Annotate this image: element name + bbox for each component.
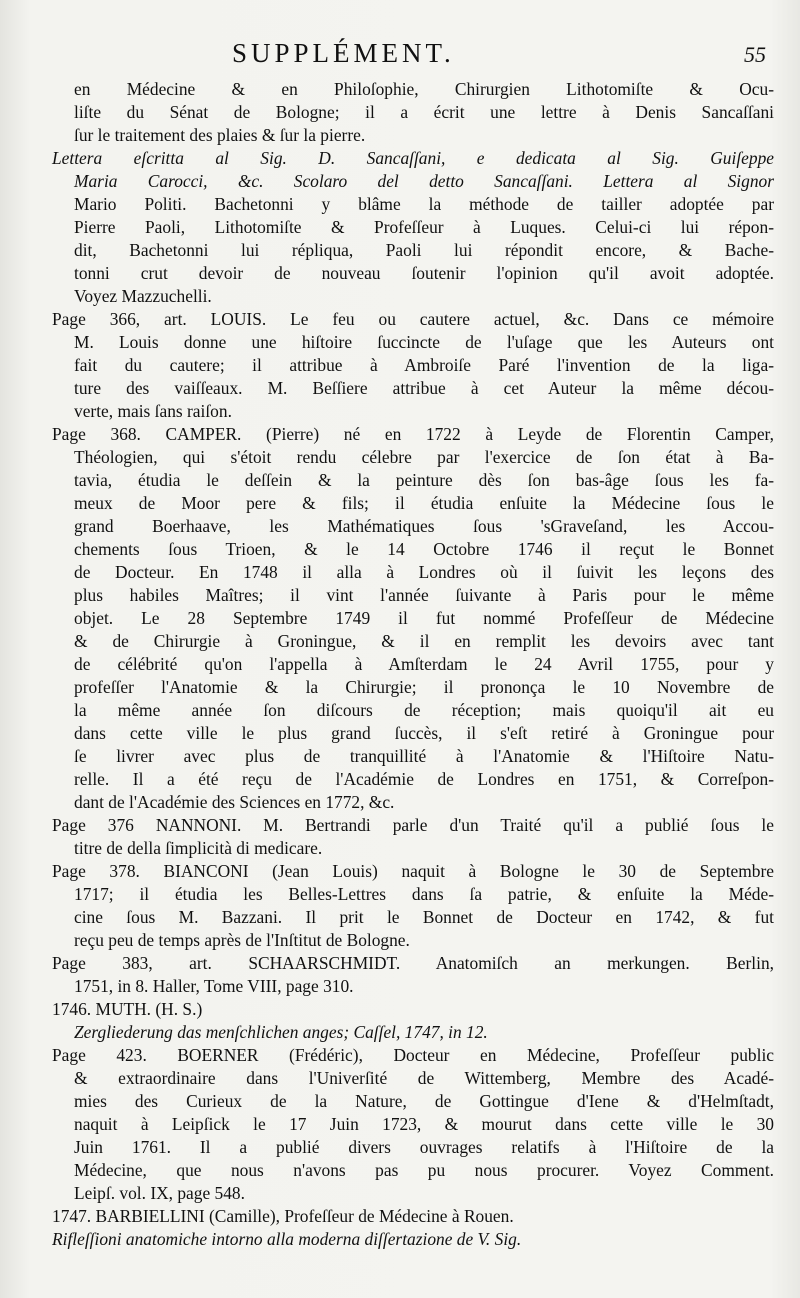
text-line: tavia, étudia le deſſein & la peinture dès ſon bas-âge ſous les fa-: [74, 470, 774, 490]
text-line: 1747. BARBIELLINI (Camille), Profeſſeur de Médecine à Rouen.: [52, 1206, 514, 1226]
text-line: liſte du Sénat de Bologne; il a écrit une lettre à Denis Sancaſſani: [74, 102, 774, 122]
text-line: Pierre Paoli, Lithotomiſte & Profeſſeur à Luques. Celui-ci lui répon-: [74, 217, 774, 237]
text-line: Page 378. BIANCONI (Jean Louis) naquit à Bologne le 30 de Septembre: [52, 861, 774, 881]
text-line: plus habiles Maîtres; il vint l'année ſuivante à Paris pour le même: [74, 585, 774, 605]
text-line: Lettera eſcritta al Sig. D. Sancaſſani, e dedicata al Sig. Guiſeppe: [52, 148, 774, 168]
text-line: titre de della ſimplicità di medicare.: [74, 838, 323, 858]
text-line: 1717; il étudia les Belles-Lettres dans ſa patrie, & enſuite la Méde-: [74, 884, 774, 904]
text-line: & de Chirurgie à Groningue, & il en remplit les devoirs avec tant: [74, 631, 774, 651]
text-line: Page 368. CAMPER. (Pierre) né en 1722 à Leyde de Florentin Camper,: [52, 424, 774, 444]
text-line: mies des Curieux de la Nature, de Gottingue d'Iene & d'Helmſtadt,: [74, 1091, 774, 1111]
body-text: [52, 78, 774, 1251]
text-line: naquit à Leipſick le 17 Juin 1723, & mourut dans cette ville le 30: [74, 1114, 774, 1134]
text-line: Page 366, art. LOUIS. Le feu ou cautere actuel, &c. Dans ce mémoire: [52, 309, 774, 329]
text-line: 1751, in 8. Haller, Tome VIII, page 310.: [74, 976, 354, 996]
text-line: de Docteur. En 1748 il alla à Londres où il ſuivit les leçons des: [74, 562, 774, 582]
text-line: Juin 1761. Il a publié divers ouvrages relatifs à l'Hiſtoire de la: [74, 1137, 774, 1157]
text-line: Voyez Mazzuchelli.: [74, 286, 212, 306]
text-line: Rifleſſioni anatomiche intorno alla moderna diſſertazione de V. Sig.: [52, 1229, 522, 1249]
text-line: tonni crut devoir de nouveau ſoutenir l'opinion qu'il avoit adoptée.: [74, 263, 774, 283]
text-line: & extraordinaire dans l'Univerſité de Wittemberg, Membre des Acadé-: [74, 1068, 774, 1088]
text-line: Zergliederung das menſchlichen anges; Caſſel, 1747, in 12.: [74, 1022, 488, 1042]
text-line: reçu peu de temps après de l'Inſtitut de Bologne.: [74, 930, 410, 950]
text-line: relle. Il a été reçu de l'Académie de Londres en 1751, & Correſpon-: [74, 769, 774, 789]
text-line: Médecine, que nous n'avons pas pu nous procurer. Voyez Comment.: [74, 1160, 774, 1180]
text-line: Maria Carocci, &c. Scolaro del detto Sancaſſani. Lettera al Signor: [74, 171, 774, 191]
text-line: Page 376 NANNONI. M. Bertrandi parle d'un Traité qu'il a publié ſous le: [52, 815, 774, 835]
text-line: la même année ſon diſcours de réception; mais quoiqu'il ait eu: [74, 700, 774, 720]
text-line: en Médecine & en Philoſophie, Chirurgien Lithotomiſte & Ocu-: [74, 79, 774, 99]
text-line: M. Louis donne une hiſtoire ſuccincte de l'uſage que les Auteurs ont: [74, 332, 774, 352]
text-line: ſe livrer avec plus de tranquillité à l'Anatomie & l'Hiſtoire Natu-: [74, 746, 774, 766]
text-line: fait du cautere; il attribue à Ambroiſe Paré l'invention de la liga-: [74, 355, 774, 375]
text-line: Théologien, qui s'étoit rendu célebre par l'exercice de ſon état à Ba-: [74, 447, 774, 467]
text-line: ture des vaiſſeaux. M. Beſſiere attribue à cet Auteur la même décou-: [74, 378, 774, 398]
text-line: Page 423. BOERNER (Frédéric), Docteur en Médecine, Profeſſeur public: [52, 1045, 774, 1065]
text-line: Page 383, art. SCHAARSCHMIDT. Anatomiſch an merkungen. Berlin,: [52, 953, 774, 973]
text-line: cine ſous M. Bazzani. Il prit le Bonnet de Docteur en 1742, & fut: [74, 907, 774, 927]
text-line: objet. Le 28 Septembre 1749 il fut nommé Profeſſeur de Médecine: [74, 608, 774, 628]
text-line: de célébrité qu'on l'appella à Amſterdam le 24 Avril 1755, pour y: [74, 654, 774, 674]
text-line: Mario Politi. Bachetonni y blâme la méthode de tailler adoptée par: [74, 194, 774, 214]
text-line: grand Boerhaave, les Mathématiques ſous 'sGraveſand, les Accou-: [74, 516, 774, 536]
text-line: dans cette ville le plus grand ſuccès, il s'eſt retiré à Groningue pour: [74, 723, 774, 743]
text-line: verte, mais ſans raiſon.: [74, 401, 232, 421]
page-number: 55: [744, 42, 766, 67]
running-title: SUPPLÉMENT.: [232, 38, 455, 68]
text-line: 1746. MUTH. (H. S.): [52, 999, 203, 1019]
text-line: dant de l'Académie des Sciences en 1772, &c.: [74, 792, 395, 812]
text-line: Leipſ. vol. IX, page 548.: [74, 1183, 245, 1203]
text-line: profeſſer l'Anatomie & la Chirurgie; il prononça le 10 Novembre de: [74, 677, 774, 697]
text-line: meux de Moor pere & fils; il étudia enſuite la Médecine ſous le: [74, 493, 774, 513]
text-line: chements ſous Trioen, & le 14 Octobre 1746 il reçut le Bonnet: [74, 539, 774, 559]
page-header: [0, 38, 800, 70]
text-line: dit, Bachetonni lui répliqua, Paoli lui répondit encore, & Bache-: [74, 240, 774, 260]
text-line: ſur le traitement des plaies & ſur la pierre.: [74, 125, 366, 145]
